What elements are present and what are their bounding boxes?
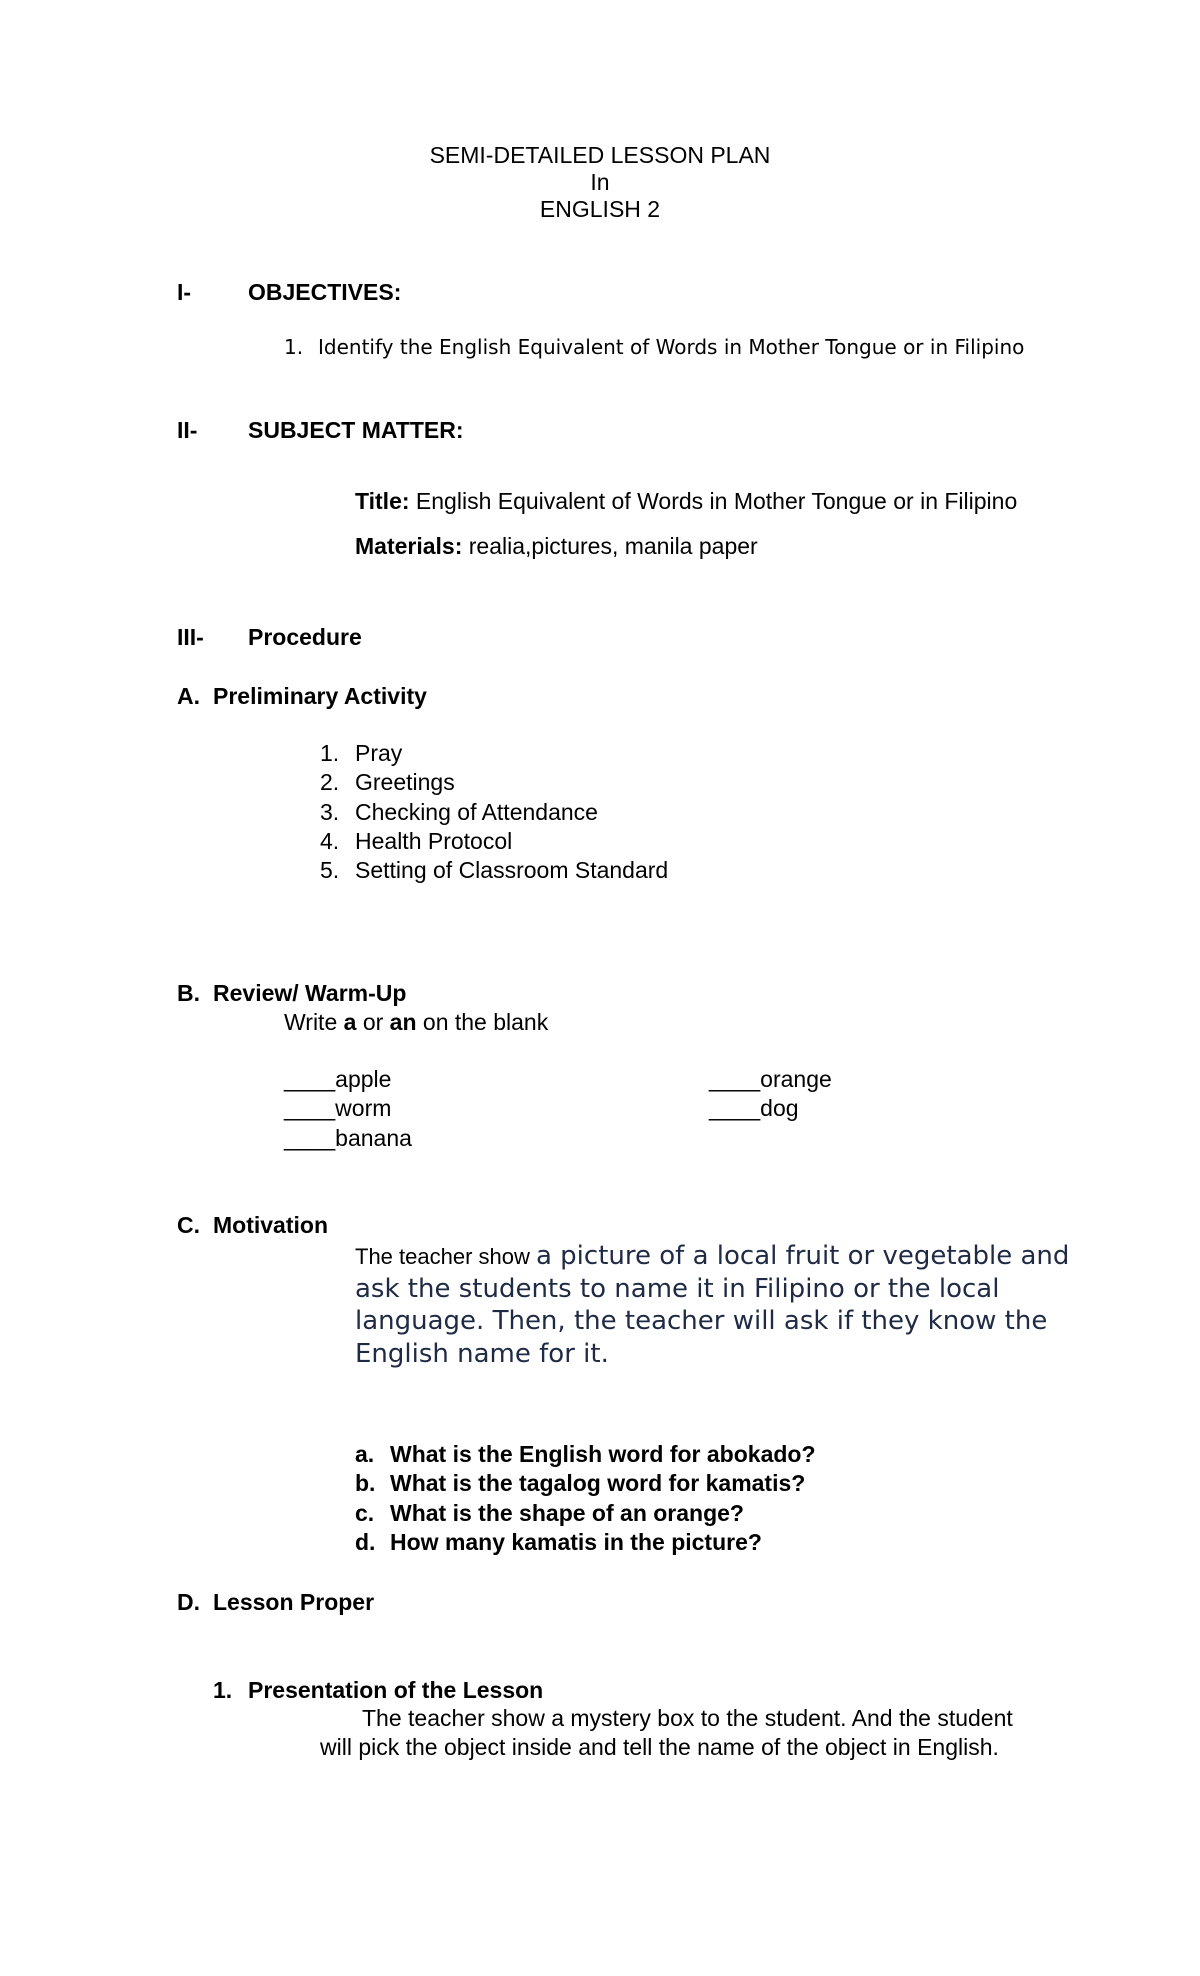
motivation-heading: Motivation: [213, 1212, 328, 1238]
question-item: [355, 1440, 816, 1469]
presentation-number: 1.: [213, 1677, 233, 1703]
question-letter: b.: [355, 1470, 376, 1497]
motivation-letter: C.: [177, 1212, 200, 1238]
objective-number: 1.: [284, 335, 304, 359]
motivation-body: a picture of a local fruit or vegetable and ask the students to name it in Filipino or the local language. Then, the teacher will ask if they know the English name for it.: [355, 1241, 1070, 1369]
preliminary-letter: A.: [177, 683, 200, 709]
list-item-text: Checking of Attendance: [355, 798, 598, 825]
review-instruction: [284, 1009, 548, 1037]
instruction-text: or: [356, 1009, 390, 1035]
blank-item: ____banana: [284, 1124, 412, 1151]
blank-item: ____apple: [284, 1066, 392, 1092]
section-numeral-i: I-: [177, 279, 192, 305]
review-heading: Review/ Warm-Up: [213, 980, 407, 1006]
procedure-heading: Procedure: [248, 624, 362, 650]
subject-materials-value: realia,pictures, manila paper: [462, 533, 758, 559]
objectives-heading: OBJECTIVES:: [248, 279, 402, 305]
blank-item: ____orange: [709, 1066, 832, 1092]
instruction-an: an: [389, 1009, 417, 1035]
question-item: [355, 1499, 816, 1528]
doc-subject: ENGLISH 2: [539, 196, 661, 222]
question-text: What is the shape of an orange?: [390, 1499, 744, 1526]
question-text: What is the English word for abokado?: [390, 1441, 816, 1467]
motivation-questions: [355, 1440, 816, 1557]
doc-title-in: In: [590, 169, 610, 195]
list-item-number: 4.: [320, 827, 340, 854]
preliminary-heading: Preliminary Activity: [213, 683, 427, 709]
section-numeral-ii: II-: [177, 417, 198, 443]
lesson-proper-heading: Lesson Proper: [213, 1589, 375, 1615]
list-item: [320, 768, 668, 797]
subject-matter-heading: SUBJECT MATTER:: [248, 417, 464, 443]
question-item: [355, 1528, 816, 1557]
list-item-text: Health Protocol: [355, 827, 513, 854]
list-item-number: 3.: [320, 798, 340, 825]
list-item: [320, 856, 668, 885]
list-item-number: 2.: [320, 769, 340, 796]
subject-title-line: [355, 488, 1017, 516]
question-item: [355, 1469, 816, 1498]
list-item: [320, 739, 668, 768]
list-item-text: Greetings: [355, 769, 455, 796]
list-item-text: Pray: [355, 740, 403, 766]
question-letter: c.: [355, 1499, 375, 1526]
subject-materials-line: [355, 533, 758, 561]
review-left-column: [284, 1065, 412, 1153]
blank-item: ____dog: [709, 1095, 799, 1122]
instruction-text: Write: [284, 1009, 344, 1035]
objective-item: [284, 335, 1024, 359]
section-numeral-iii: III-: [177, 624, 204, 650]
subject-title-value: English Equivalent of Words in Mother Tongue or in Filipino: [409, 488, 1018, 514]
presentation-paragraph-line2: will pick the object inside and tell the name of the object in English.: [320, 1734, 999, 1760]
lesson-proper-letter: D.: [177, 1589, 200, 1615]
subject-materials-label: Materials:: [355, 533, 463, 559]
question-text: How many kamatis in the picture?: [390, 1528, 762, 1555]
motivation-lead: The teacher show: [355, 1244, 536, 1269]
list-item-number: 1.: [320, 740, 340, 766]
list-item-text: Setting of Classroom Standard: [355, 857, 669, 884]
blank-item: ____worm: [284, 1095, 392, 1122]
objective-text: Identify the English Equivalent of Words in Mother Tongue or in Filipino: [318, 335, 1025, 359]
question-text: What is the tagalog word for kamatis?: [390, 1470, 806, 1497]
list-item: [320, 827, 668, 856]
motivation-paragraph: [355, 1240, 1075, 1370]
presentation-heading: Presentation of the Lesson: [248, 1677, 544, 1703]
list-item-number: 5.: [320, 857, 340, 884]
preliminary-list: [320, 739, 668, 885]
question-letter: d.: [355, 1528, 376, 1555]
instruction-a: a: [343, 1009, 357, 1035]
review-letter: B.: [177, 980, 200, 1006]
review-right-column: [709, 1065, 832, 1124]
list-item: [320, 798, 668, 827]
presentation-paragraph-line1: The teacher show a mystery box to the student. And the student: [362, 1705, 1013, 1731]
instruction-text: on the blank: [416, 1009, 549, 1035]
doc-title: SEMI-DETAILED LESSON PLAN: [429, 142, 771, 168]
question-letter: a.: [355, 1441, 375, 1467]
subject-title-label: Title:: [355, 488, 410, 514]
